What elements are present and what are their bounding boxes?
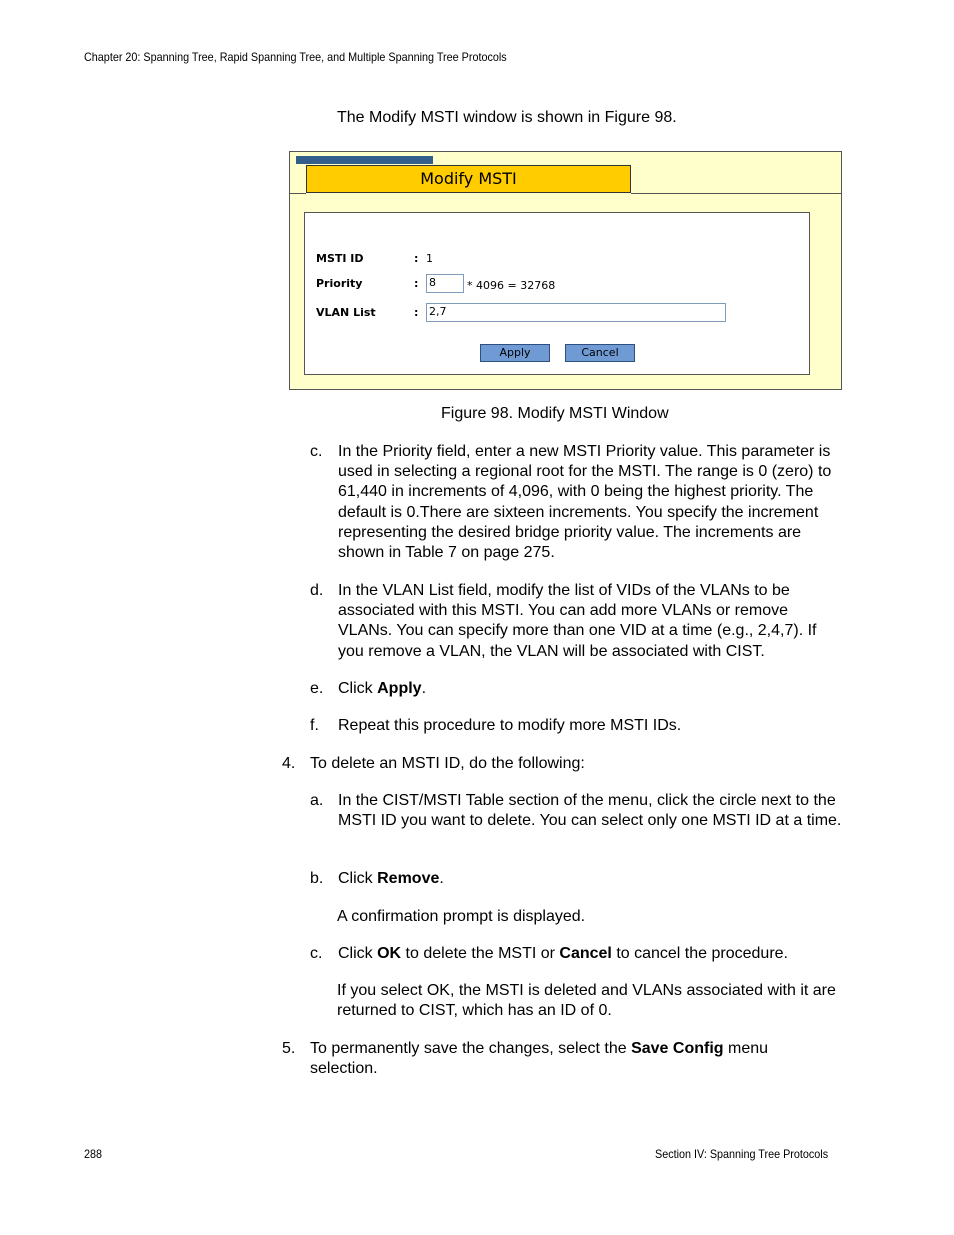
msti-id-colon: : — [414, 252, 419, 265]
step-5-post: menu selection. — [310, 1040, 769, 1078]
step-e-post: . — [421, 680, 427, 697]
apply-term: Apply — [377, 680, 422, 697]
step-b-note: A confirmation prompt is displayed. — [337, 908, 586, 925]
figure-caption: Figure 98. Modify MSTI Window — [441, 405, 669, 422]
step-b-pre: Click — [338, 870, 378, 887]
step-4-marker: 4. — [282, 755, 296, 772]
priority-colon: : — [414, 277, 419, 290]
priority-input[interactable]: 8 — [426, 274, 464, 293]
cancel-button[interactable]: Cancel — [565, 344, 635, 362]
step-c-marker: c. — [310, 443, 323, 460]
step-a-marker: a. — [310, 792, 324, 809]
save-config-term: Save Config — [631, 1040, 724, 1057]
step-c2-post: to cancel the procedure. — [611, 945, 788, 962]
ok-term: OK — [377, 945, 402, 962]
step-c2-pre: Click — [338, 945, 378, 962]
step-e-pre: Click — [338, 680, 378, 697]
step-5-marker: 5. — [282, 1040, 296, 1057]
window-title: Modify MSTI — [306, 165, 631, 193]
msti-id-value: 1 — [426, 252, 433, 265]
running-header: Chapter 20: Spanning Tree, Rapid Spanning Tree, and Multiple Spanning Tree Protocols — [84, 50, 507, 64]
priority-label: Priority — [316, 277, 363, 290]
step-b-post: . — [439, 870, 444, 887]
vlan-list-input[interactable]: 2,7 — [426, 303, 726, 322]
step-5-pre: To permanently save the changes, select the — [310, 1040, 632, 1057]
step-4-text: To delete an MSTI ID, do the following: — [310, 755, 585, 772]
page-number: 288 — [84, 1147, 103, 1161]
step-e-marker: e. — [310, 680, 324, 697]
modify-msti-figure — [289, 151, 842, 390]
step-b-text — [338, 869, 843, 889]
section-footer: Section IV: Spanning Tree Protocols — [655, 1147, 829, 1161]
step-d-marker: d. — [310, 582, 324, 599]
step-b-marker: b. — [310, 870, 324, 887]
intro-text: The Modify MSTI window is shown in Figure 98. — [337, 109, 677, 126]
step-5-text — [310, 1039, 830, 1079]
step-a-text: In the CIST/MSTI Table section of the menu, click the circle next to the MSTI ID you want to delete. You can select only one MSTI ID at a time. — [338, 792, 842, 830]
step-c2-mid: to delete the MSTI or — [401, 945, 560, 962]
priority-multiplier: * 4096 = 32768 — [467, 279, 556, 292]
step-c-text: In the Priority field, enter a new MSTI Priority value. This parameter is used in selecting a regional root for the MSTI. The range is 0 (zero) to 61,440 in increments of 4,096, with 0 being the highest priority. The default is 0.There are sixteen increments. You specify the increment representing the desired bridge priority value. The increments are shown in Table 7 on page 275. — [338, 443, 832, 562]
form-panel — [304, 212, 810, 375]
cancel-term: Cancel — [559, 945, 612, 962]
vlan-list-label: VLAN List — [316, 306, 376, 319]
step-e-text — [338, 679, 843, 699]
tab-strip — [296, 156, 433, 164]
title-divider-left — [290, 193, 306, 194]
remove-term: Remove — [377, 870, 440, 887]
step-c2-text — [338, 944, 843, 964]
step-f-text: Repeat this procedure to modify more MSTI IDs. — [338, 717, 682, 734]
step-d-text: In the VLAN List field, modify the list of VIDs of the VLANs to be associated with this MSTI. You can add more VLANs or remove VLANs. You can specify more than one VID at a time (e.g., 2,4,7). If you remove a VLAN, the VLAN will be associated with CIST. — [338, 582, 817, 660]
apply-button[interactable]: Apply — [480, 344, 550, 362]
msti-id-label: MSTI ID — [316, 252, 364, 265]
step-c2-marker: c. — [310, 945, 323, 962]
vlan-list-colon: : — [414, 306, 419, 319]
title-divider — [631, 193, 841, 194]
step-c2-note: If you select OK, the MSTI is deleted and VLANs associated with it are returned to CIST, which has an ID of 0. — [337, 982, 836, 1020]
step-f-marker: f. — [310, 717, 319, 734]
